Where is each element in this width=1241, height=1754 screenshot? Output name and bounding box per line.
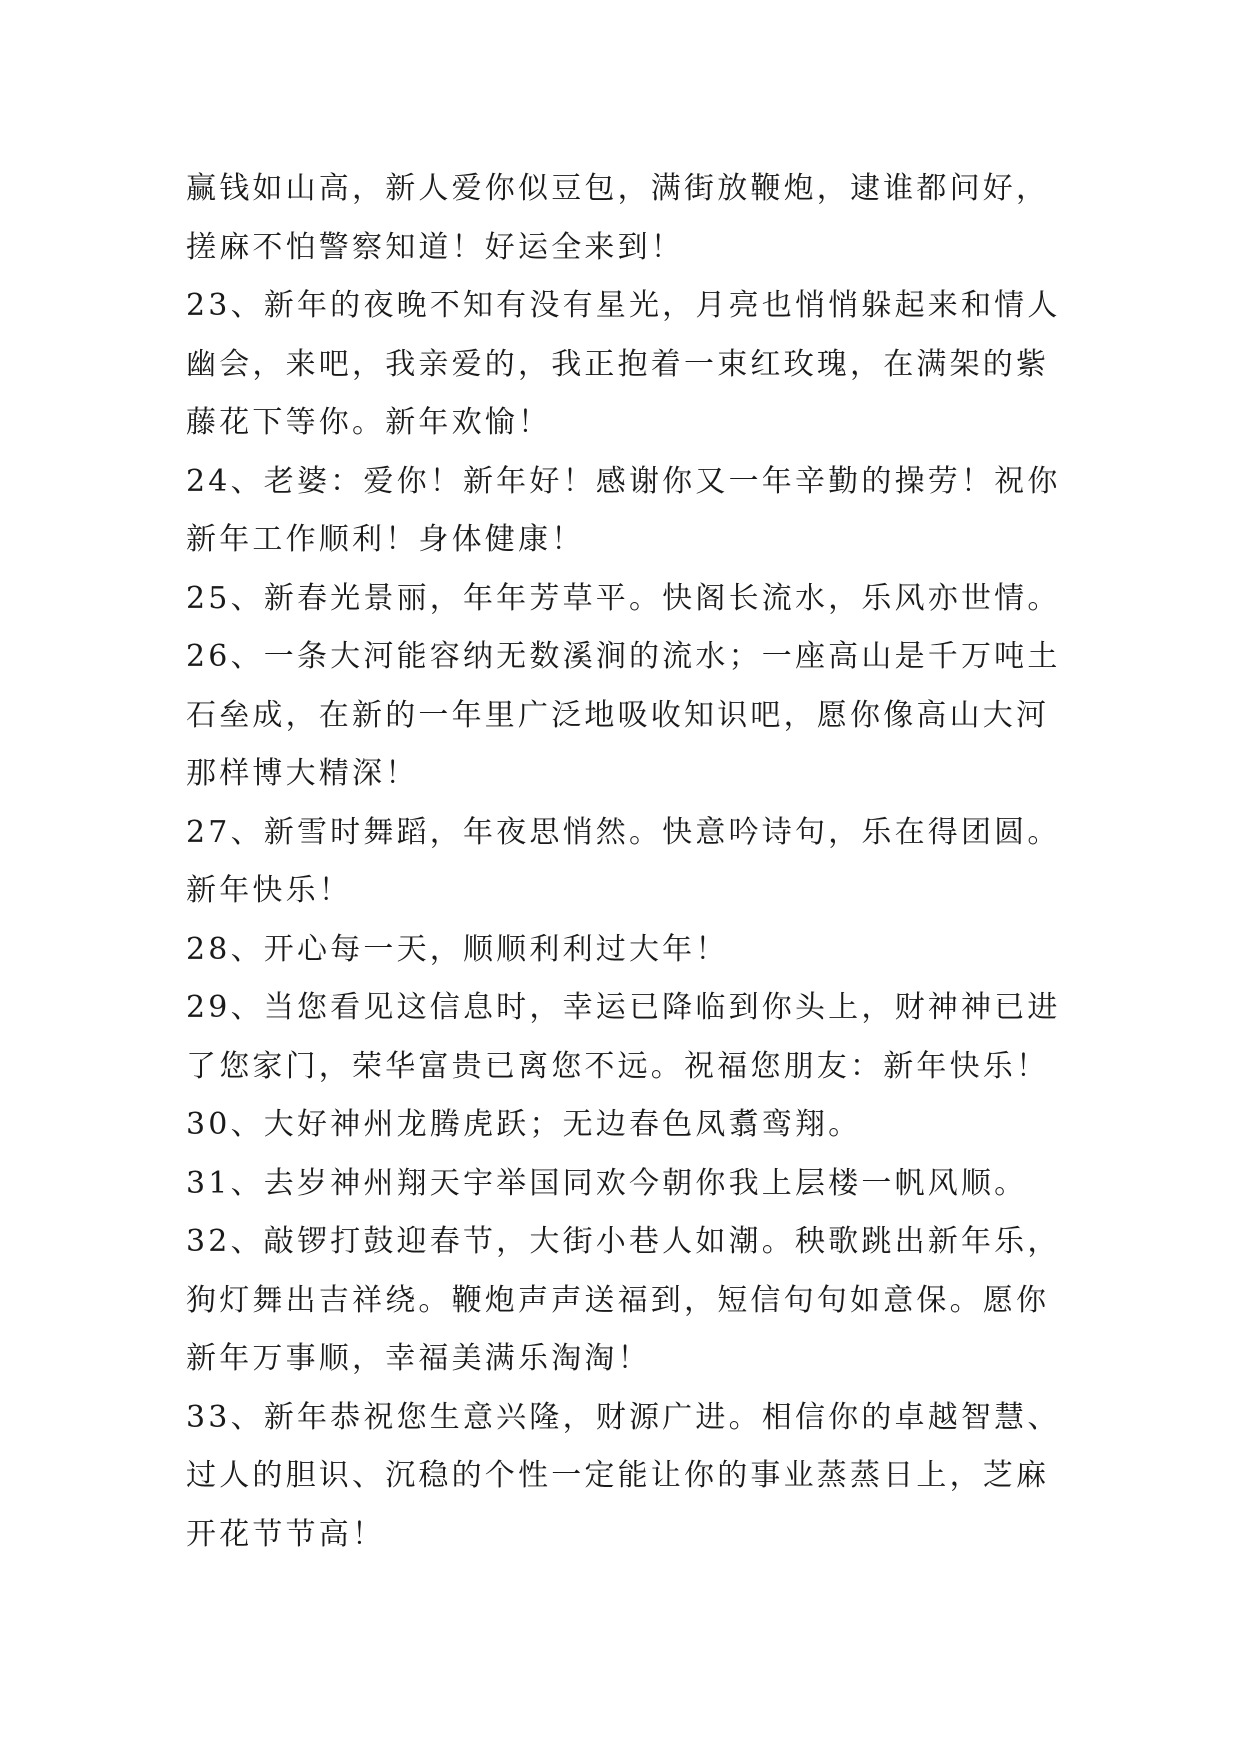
text-line: 搓麻不怕警察知道！好运全来到！ [186,229,684,265]
text-line: 新年快乐！ [186,873,352,908]
text-line: 开花节节高！ [186,1516,386,1552]
text-line: 新年工作顺利！身体健康！ [186,522,585,557]
text-line: 25、新春光景丽，年年芳草平。快阁长流水，乐风亦世情。 [186,580,1061,616]
text-line: 那样博大精深！ [186,756,419,791]
document-body [186,160,1086,1564]
text-line: 幽会，来吧，我亲爱的，我正抱着一束红玫瑰，在满架的紫 [186,346,1050,382]
text-line: 27、新雪时舞蹈，年夜思悄然。快意吟诗句，乐在得团圆。 [186,814,1061,850]
text-line: 过人的胆识、沉稳的个性一定能让你的事业蒸蒸日上，芝麻 [186,1458,1050,1493]
text-line: 26、一条大河能容纳无数溪涧的流水；一座高山是千万吨土 [186,639,1061,674]
text-line: 新年万事顺，幸福美满乐淘淘！ [186,1341,651,1376]
text-line: 23、新年的夜晚不知有没有星光，月亮也悄悄躲起来和情人 [186,288,1061,323]
text-line: 狗灯舞出吉祥绕。鞭炮声声送福到，短信句句如意保。愿你 [186,1282,1050,1318]
text-line: 石垒成，在新的一年里广泛地吸收知识吧，愿你像高山大河 [186,697,1050,733]
text-line: 30、大好神州龙腾虎跃；无边春色凤翥鸾翔。 [186,1107,862,1142]
text-line: 24、老婆：爱你！新年好！感谢你又一年辛勤的操劳！祝你 [186,463,1061,499]
text-line: 33、新年恭祝您生意兴隆，财源广进。相信你的卓越智慧、 [186,1399,1061,1435]
text-line: 32、敲锣打鼓迎春节，大街小巷人如潮。秧歌跳出新年乐， [186,1224,1061,1259]
text-line: 28、开心每一天，顺顺利利过大年！ [186,931,729,967]
text-line: 31、去岁神州翔天宇举国同欢今朝你我上层楼一帆风顺。 [186,1165,1028,1201]
text-line: 了您家门，荣华富贵已离您不远。祝福您朋友：新年快乐！ [186,1048,1050,1084]
text-line: 赢钱如山高，新人爱你似豆包，满街放鞭炮，逮谁都问好， [186,171,1050,206]
text-line: 29、当您看见这信息时，幸运已降临到你头上，财神神已进 [186,990,1061,1025]
text-line: 藤花下等你。新年欢愉！ [186,405,552,440]
